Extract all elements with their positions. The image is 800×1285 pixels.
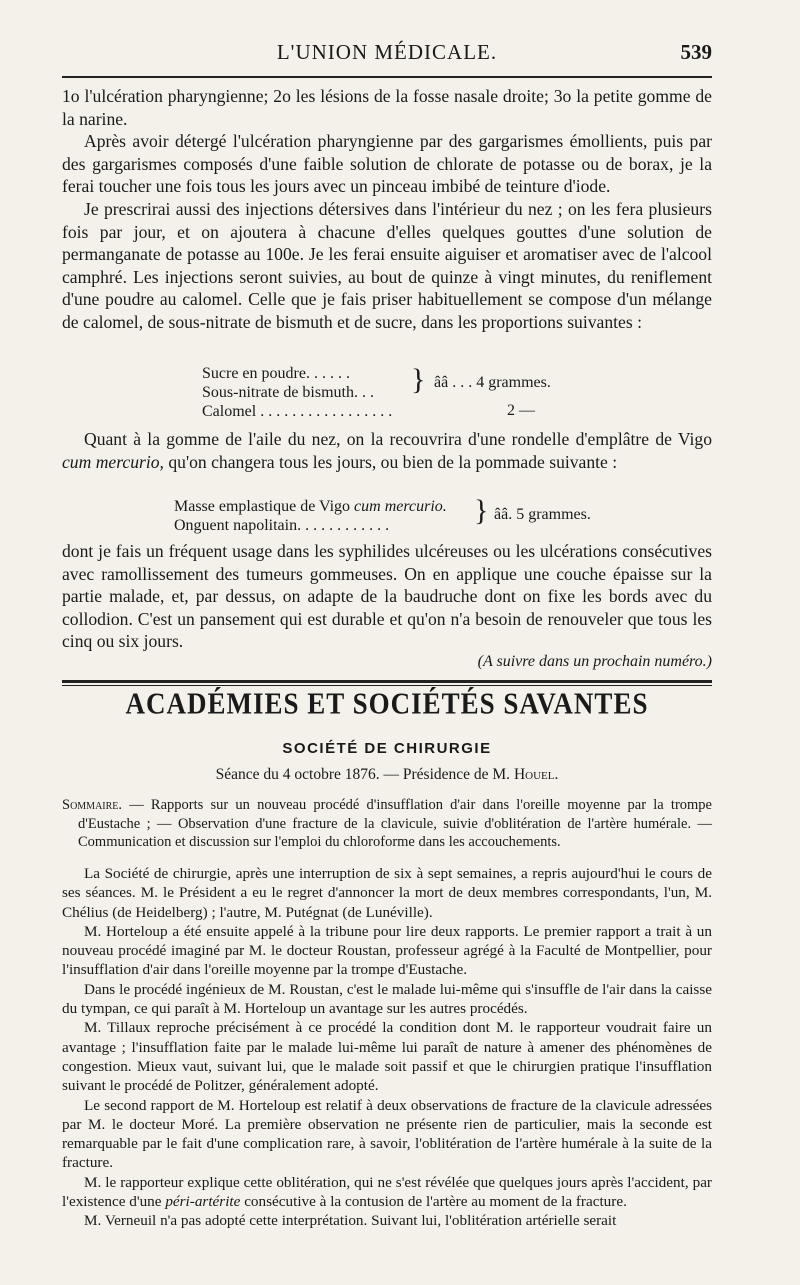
section-rule [62,680,712,683]
seance-line: Séance du 4 octobre 1876. — Présidence de M. Houel. [215,766,559,783]
section-body [62,864,712,1231]
paragraph: M. Tillaux reproche précisément à ce procédé la condition dont M. le rapporteur voudrait faire un avantage ; l'insufflation faite par le malade lui-même lui paraît de nature à amener des phénomènes de congestion. Mieux vaut, suivant lui, que le malade soit passif et que le chirurgien pratique l'insufflation suivant le procédé de Politzer, généralement adopté. [62,1019,712,1095]
paragraph: Quant à la gomme de l'aile du nez, on la recouvrira d'une rondelle d'emplâtre de Vigo cum mercurio, qu'on changera tous les jours, ou bien de la pommade suivante : [62,429,712,472]
continued-note: (A suivre dans un prochain numéro.) [477,653,712,670]
formula-line: Onguent napolitain. . . . . . . . . . . . [174,517,390,534]
journal-title: L'UNION MÉDICALE. [276,40,498,64]
formula-line: Sous-nitrate de bismuth. . . [202,384,374,401]
paragraph: Je prescrirai aussi des injections détersives dans l'intérieur du nez ; on les fera plusieurs fois par jour, et on ajoutera à chacune d'elles quelques gouttes d'une solution de permanganate de potasse au 100e. Je les ferai ensuite aiguiser et aromatiser avec de l'alcool camphré. Les injections seront suivies, au bout de quinze à vingt minutes, du reniflement d'une poudre au calomel. Celle que je fais priser habituellement se compose d'un mélange de calomel, de sous-nitrate de bismuth et de sucre, dans les proportions suivantes : [62,198,712,332]
formula-line: Calomel . . . . . . . . . . . . . . . . . [202,403,393,420]
formula-dose: ââ . . . 4 grammes. [434,374,551,391]
brace-glyph: } [474,494,489,527]
paragraph: Le second rapport de M. Horteloup est relatif à deux observations de fracture de la clavicule adressées par M. le docteur Moré. La première observation ne présente rien de particulier, mais la seconde est remarquable par le fait d'une complication rare, à savoir, l'oblitération de l'artère humérale à la suite de la fracture. [62,1096,712,1172]
prescription-formula [202,364,392,421]
formula-dose: 2 — [507,402,535,419]
article-middle [62,428,712,473]
paragraph: dont je fais un fréquent usage dans les syphilides ulcéreuses ou les ulcérations consécutives avec ramollissement des tumeurs gommeuses. On en applique une couche épaisse sur la partie malade, et, par dessus, on adapte de la baudruche dont on fixe les bords avec du collodion. C'est un pansement qui est durable et qu'on n'a besoin de renouveler que tous les cinq ou six jours. [62,541,712,652]
header-rule [62,76,712,78]
summary: Sommaire. — Rapports sur un nouveau procédé d'insufflation d'air dans l'oreille moyenne par la trompe d'Eustache ; — Observation d'une fracture de la clavicule, suivie d'oblitération de l'artère humérale. — Communication et discussion sur l'emploi du chloroforme dans les accouchements. [62,797,712,851]
paragraph: La Société de chirurgie, après une interruption de six à sept semaines, a repris aujourd'hui le cours de ses séances. M. le Président a eu le regret d'annoncer la mort de deux membres correspondants, l'un, M. Chélius (de Heidelberg) ; l'autre, M. Putégnat (de Lunéville). [62,865,712,921]
section-title: ACADÉMIES ET SOCIÉTÉS SAVANTES [125,685,649,721]
paragraph: M. Horteloup a été ensuite appelé à la tribune pour lire deux rapports. Le premier rapport a trait à un nouveau procédé imaginé par M. le docteur Roustan, professeur agrégé à la Faculté de Montpellier, pour l'insufflation d'air dans l'oreille moyenne par la trompe d'Eustache. [62,922,712,979]
page-header [62,38,712,74]
society-name: SOCIÉTÉ DE CHIRURGIE [282,740,492,757]
paragraph: M. Verneuil n'a pas adopté cette interprétation. Suivant lui, l'oblitération artérielle serait [84,1212,617,1230]
paragraph: Dans le procédé ingénieux de M. Roustan, c'est le malade lui-même qui s'insuffle de l'air dans la caisse du tympan, ce qui paraît à M. Horteloup un avantage sur les autres procédés. [62,980,712,1018]
formula-line: Masse emplastique de Vigo cum mercurio. [174,498,447,515]
brace-glyph: } [411,363,426,396]
article-top [62,85,712,334]
page-number: 539 [680,40,712,64]
article-bottom [62,540,712,653]
prescription-formula [174,497,447,535]
paragraph: M. le rapporteur explique cette oblitération, qui ne s'est révélée que quelques jours après l'accident, par l'existence d'une péri-artérite consécutive à la contusion de l'artère au moment de la fracture. [62,1173,712,1211]
paragraph: 1o l'ulcération pharyngienne; 2o les lésions de la fosse nasale droite; 3o la petite gomme de la narine. [62,86,712,129]
paragraph: Après avoir détergé l'ulcération pharyngienne par des gargarismes émollients, puis par des gargarismes composés d'une faible solution de chlorate de potasse ou de borax, je la ferai toucher une fois tous les jours avec un pinceau imbibé de teinture d'iode. [62,131,712,197]
formula-line: Sucre en poudre. . . . . . [202,365,350,382]
formula-dose: ââ. 5 grammes. [494,506,591,523]
